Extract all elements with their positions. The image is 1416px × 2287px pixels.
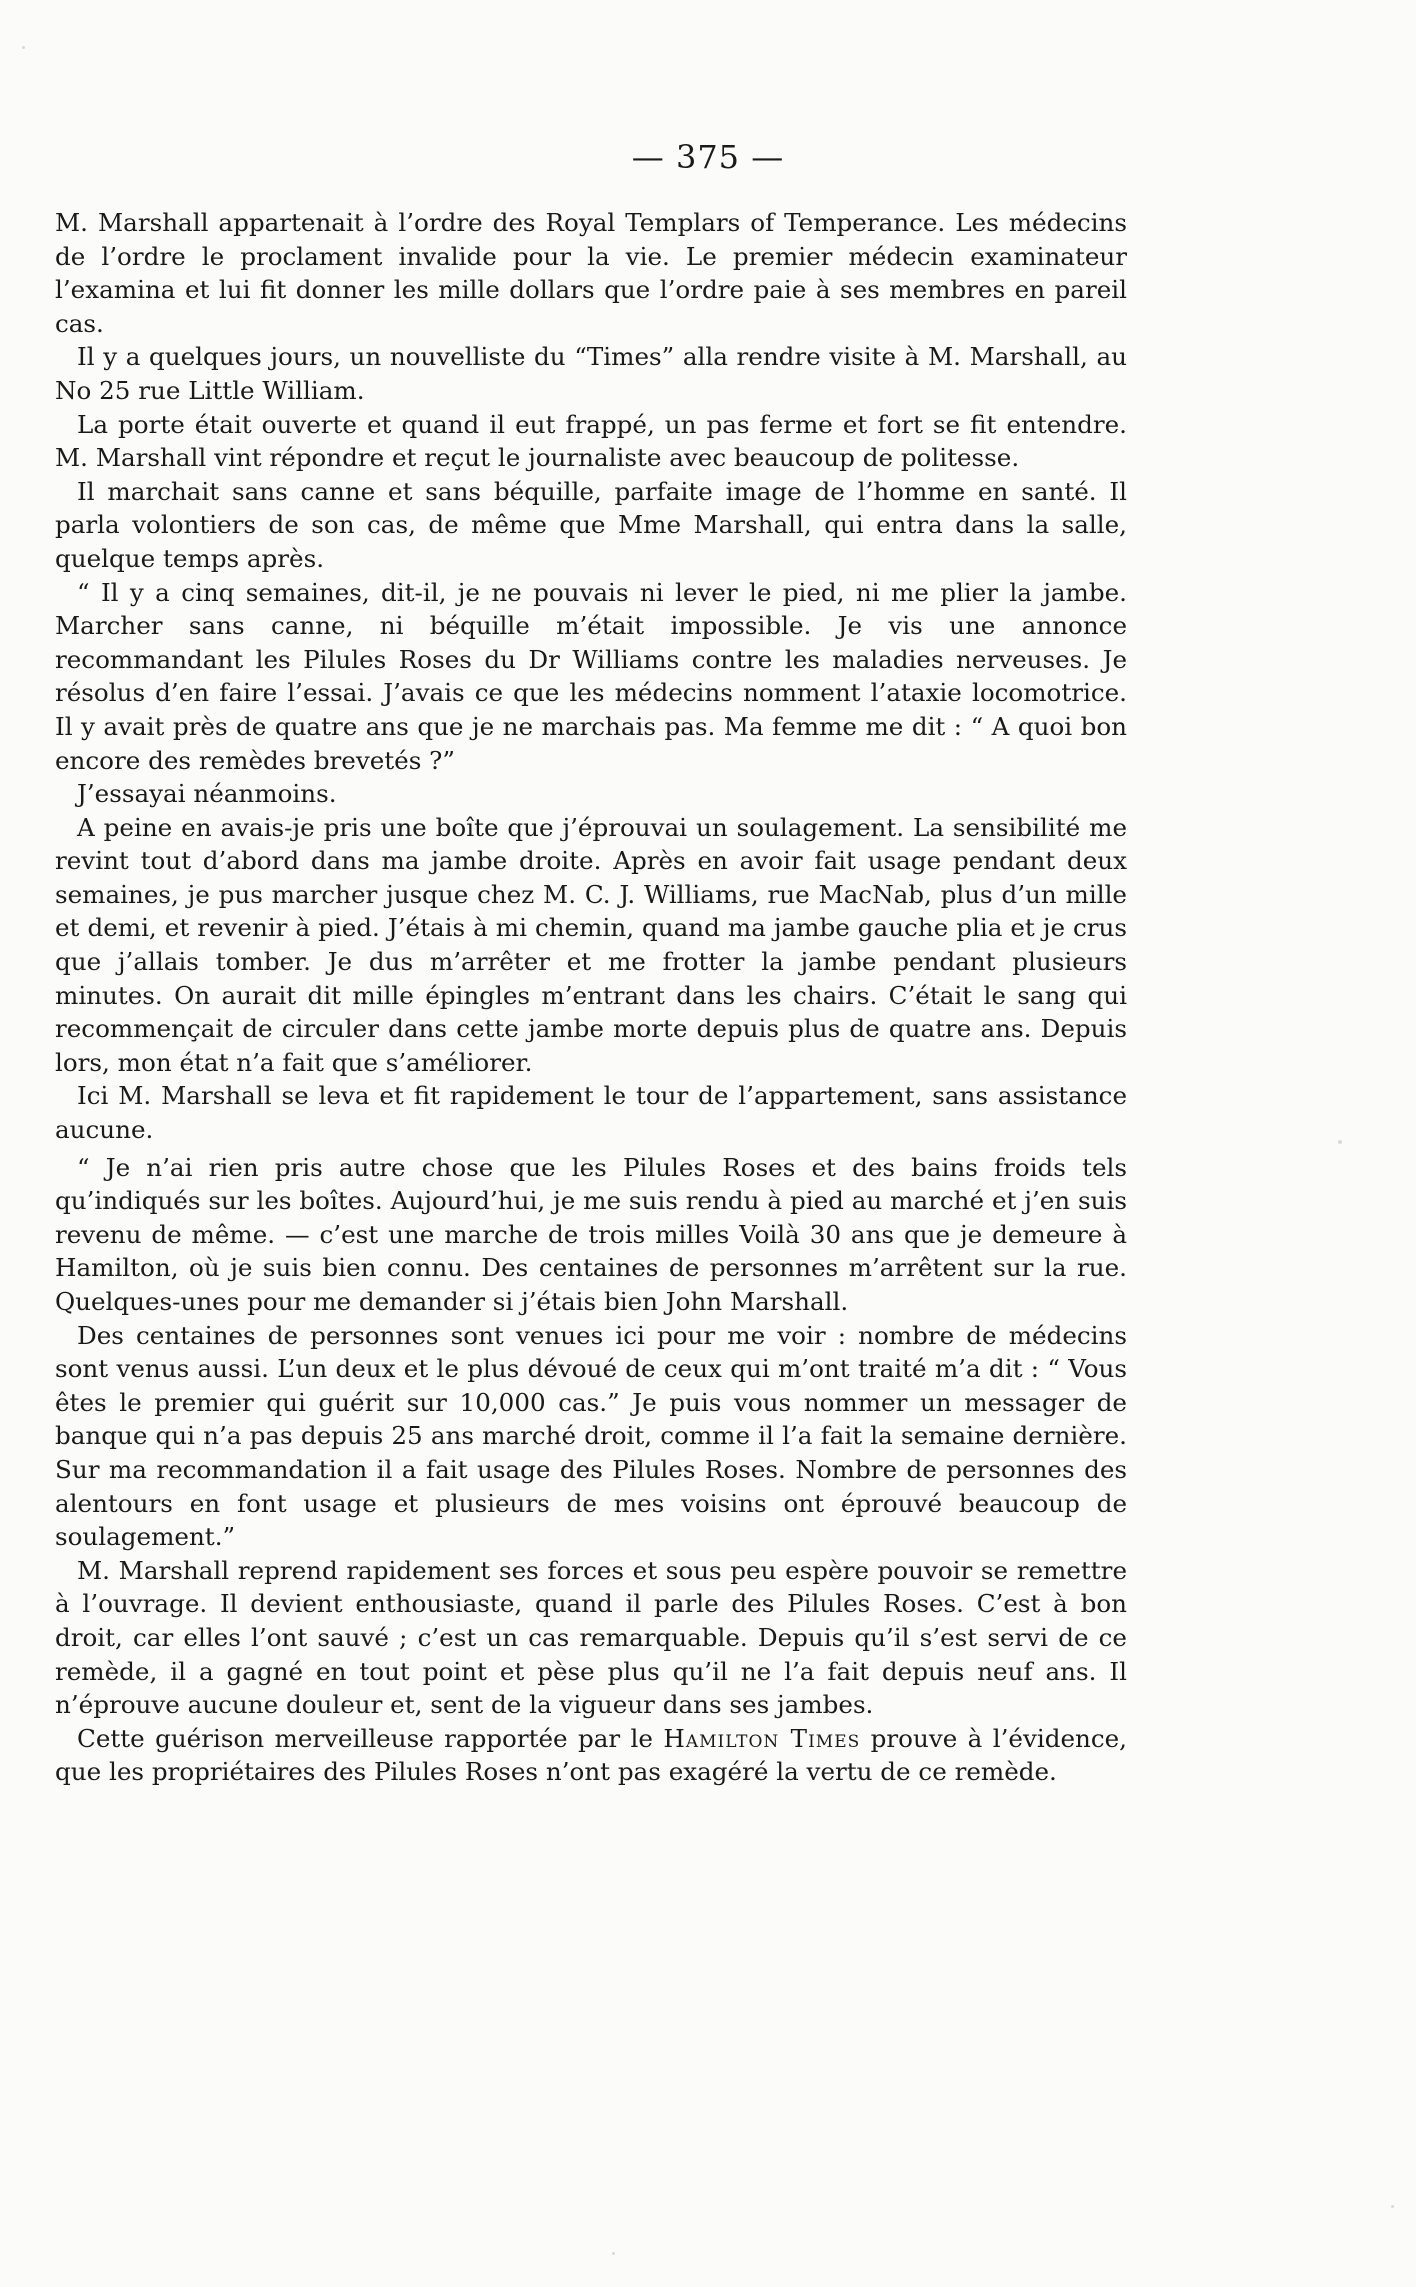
newspaper-name: Hamilton Times bbox=[663, 1723, 861, 1753]
paragraph: Il y a quelques jours, un nouvelliste du “Times” alla rendre visite à M. Marshall, au No 25 rue Little William. bbox=[55, 342, 1127, 405]
paragraph: M. Marshall appartenait à l’ordre des Royal Templars of Temperance. Les médecins de l’ordre le proclament invalide pour la vie. Le premier médecin examinateur l’examina et lui fit donner les mille dollars que l’ordre paie à ses membres en pareil cas. bbox=[55, 208, 1127, 338]
paragraph: La porte était ouverte et quand il eut frappé, un pas ferme et fort se fit entendre. M. Marshall vint répondre et reçut le journaliste avec beaucoup de politesse. bbox=[55, 409, 1127, 473]
closing-text-before: Cette guérison merveilleuse rapportée par le bbox=[77, 1723, 664, 1753]
body-text bbox=[55, 206, 1127, 1789]
page-number: — 375 — bbox=[631, 138, 785, 176]
paragraph: J’essayai néanmoins. bbox=[77, 779, 337, 809]
paragraph: Il marchait sans canne et sans béquille, parfaite image de l’homme en santé. Il parla volontiers de son cas, de même que Mme Marshall, qui entra dans la salle, quelque temps après. bbox=[55, 476, 1127, 573]
paragraph: “ Je n’ai rien pris autre chose que les Pilules Roses et des bains froids tels qu’indiqués sur les boîtes. Aujourd’hui, je me suis rendu à pied au marché et j’en suis revenu de même. — c’est une marche de trois milles Voilà 30 ans que je demeure à Hamilton, où je suis bien connu. Des centaines de personnes m’arrêtent sur la rue. Quelques-unes pour me demander si j’étais bien John Marshall. bbox=[55, 1152, 1127, 1316]
scan-speck bbox=[1391, 2205, 1394, 2208]
paragraph: Ici M. Marshall se leva et fit rapidement le tour de l’appartement, sans assistance aucune. bbox=[55, 1081, 1127, 1145]
paragraph: A peine en avais-je pris une boîte que j’éprouvai un soulagement. La sensibilité me revint tout d’abord dans ma jambe droite. Après en avoir fait usage pendant deux semaines, je pus marcher jusque chez M. C. J. Williams, rue MacNab, plus d’un mille et demi, et revenir à pied. J’étais à mi chemin, quand ma jambe gauche plia et je crus que j’allais tomber. Je dus m’arrêter et me frotter la jambe pendant plusieurs minutes. On aurait dit mille épingles m’entrant dans les chairs. C’était le sang qui recommençait de circuler dans cette jambe morte depuis plus de quatre ans. Depuis lors, mon état n’a fait que s’améliorer. bbox=[55, 812, 1127, 1077]
scan-speck bbox=[612, 2252, 615, 2255]
scan-speck bbox=[1338, 1140, 1342, 1144]
closing-paragraph bbox=[55, 1722, 1127, 1789]
paragraph: M. Marshall reprend rapidement ses forces et sous peu espère pouvoir se remettre à l’ouvrage. Il devient enthousiaste, quand il parle des Pilules Roses. C’est à bon droit, car elles l’ont sauvé ; c’est un cas remarquable. Depuis qu’il s’est servi de ce remède, il a gagné en tout point et pèse plus qu’il ne l’a fait depuis neuf ans. Il n’éprouve aucune douleur et, sent de la vigueur dans ses jambes. bbox=[55, 1555, 1127, 1720]
paragraph: “ Il y a cinq semaines, dit-il, je ne pouvais ni lever le pied, ni me plier la jambe. Marcher sans canne, ni béquille m’était impossible. Je vis une annonce recommandant les Pilules Roses du Dr Williams contre les maladies nerveuses. Je résolus d’en faire l’essai. J’avais ce que les médecins nomment l’ataxie locomotrice. Il y avait près de quatre ans que je ne marchais pas. Ma femme me dit : “ A quoi bon encore des remèdes brevetés ?” bbox=[55, 577, 1127, 775]
paragraph: Des centaines de personnes sont venues ici pour me voir : nombre de médecins sont venus aussi. L’un deux et le plus dévoué de ceux qui m’ont traité m’a dit : “ Vous êtes le premier qui guérit sur 10,000 cas.” Je puis vous nommer un messager de banque qui n’a pas depuis 25 ans marché droit, comme il l’a fait la semaine dernière. Sur ma recommandation il a fait usage des Pilules Roses. Nombre de personnes des alentours en font usage et plusieurs de mes voisins ont éprouvé beaucoup de soulagement.” bbox=[55, 1320, 1127, 1552]
closing-text-after: prouve à l’évidence, que les propriétaires des Pilules Roses n’ont pas exagéré la vertu de ce remède. bbox=[55, 1723, 1128, 1787]
scan-speck bbox=[22, 46, 25, 49]
